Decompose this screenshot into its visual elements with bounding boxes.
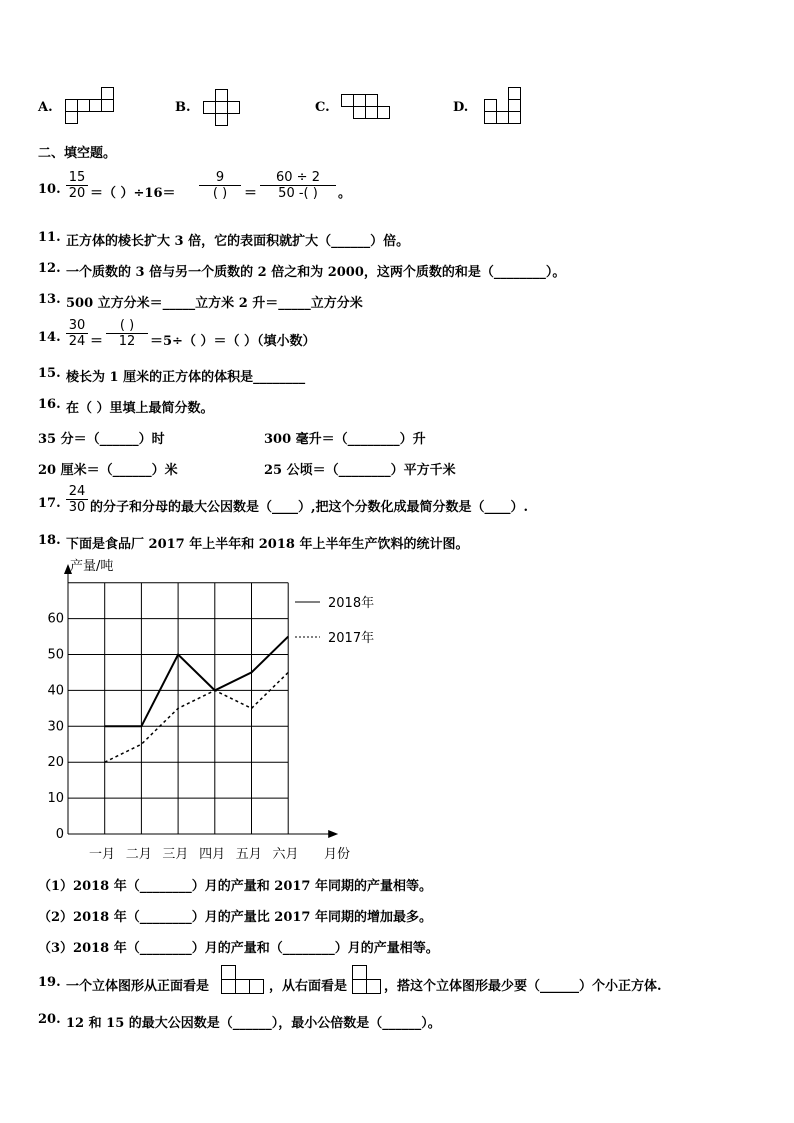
numerator: 9	[215, 170, 225, 185]
x-axis-arrow-icon	[328, 830, 338, 838]
data-point-2018年	[178, 654, 179, 655]
option-a-label: A.	[38, 100, 53, 115]
q13-number: 13.	[38, 292, 61, 307]
option-a-net-icon[interactable]	[65, 87, 117, 125]
option-d-label: D.	[453, 100, 469, 115]
data-point-2018年	[104, 726, 105, 727]
denominator: 24	[66, 333, 88, 349]
data-point-2017年	[288, 672, 289, 673]
x-tick-label: 五月	[235, 847, 262, 862]
numerator: 15	[68, 170, 86, 185]
q10-fraction-60div2[interactable]	[260, 170, 336, 201]
series-line-2017年	[105, 672, 289, 762]
q10-end: 。	[338, 186, 352, 201]
q12-text[interactable]: 一个质数的 3 倍与另一个质数的 2 倍之和为 2000，这两个质数的和是（________）。	[66, 265, 566, 280]
denominator: 50 -( )	[260, 185, 336, 201]
data-point-2017年	[104, 762, 105, 763]
front-view-icon	[221, 965, 267, 995]
x-tick-label: 三月	[162, 847, 189, 862]
data-point-2017年	[251, 708, 252, 709]
x-tick-label: 六月	[272, 847, 299, 862]
q10-number: 10.	[38, 182, 61, 197]
q10-equals: ＝	[244, 186, 258, 201]
q11-text[interactable]: 正方体的棱长扩大 3 倍，它的表面积就扩大（______）倍。	[66, 234, 410, 249]
q16-number: 16.	[38, 397, 61, 412]
production-line-chart	[30, 552, 410, 868]
q14-rest[interactable]: ＝5÷（ ）＝（ ）（填小数）	[150, 334, 316, 349]
q18-sub3[interactable]: （3）2018 年（________）月的产量和（________）月的产量相等。	[38, 941, 439, 956]
numerator: ( )	[119, 318, 135, 333]
right-view-icon	[352, 965, 384, 995]
section-title: 二、填空题。	[38, 146, 117, 161]
q15-number: 15.	[38, 366, 61, 381]
data-point-2017年	[214, 690, 215, 691]
numerator: 60 ÷ 2	[276, 170, 320, 185]
y-tick-label: 10	[47, 791, 64, 807]
chart-x-tick-labels	[89, 847, 299, 862]
legend-label-2018年: 2018年	[328, 596, 375, 611]
q20-number: 20.	[38, 1012, 61, 1027]
q19-text-3[interactable]: ，搭这个立体图形最少要（______）个小正方体.	[384, 979, 662, 994]
q18-sub2[interactable]: （2）2018 年（________）月的产量比 2017 年同期的增加最多。	[38, 910, 432, 925]
data-point-2017年	[141, 744, 142, 745]
option-d-net-icon[interactable]	[484, 87, 526, 127]
q18-text: 下面是食品厂 2017 年上半年和 2018 年上半年生产饮料的统计图。	[66, 537, 469, 552]
data-point-2018年	[251, 672, 252, 673]
q19-text-2: ，从右面看是	[269, 979, 348, 994]
q16-item-c[interactable]: 20 厘米＝（______）米	[38, 463, 178, 478]
q15-text[interactable]: 棱长为 1 厘米的正方体的体积是________	[66, 370, 306, 385]
q19-text-1: 一个立体图形从正面看是	[66, 979, 210, 994]
option-b-label: B.	[175, 100, 191, 115]
chart-legend	[295, 595, 374, 646]
q12-number: 12.	[38, 261, 61, 276]
q16-item-b[interactable]: 300 毫升＝（________）升	[264, 432, 426, 447]
chart-y-axis-label: 产量/吨	[70, 559, 114, 574]
series-line-2018年	[105, 637, 289, 727]
q18-sub1[interactable]: （1）2018 年（________）月的产量和 2017 年同期的产量相等。	[38, 879, 432, 894]
y-tick-label: 50	[47, 647, 64, 663]
legend-label-2017年: 2017年	[328, 631, 375, 646]
data-point-2017年	[178, 708, 179, 709]
data-point-2018年	[288, 636, 289, 637]
q20-text[interactable]: 12 和 15 的最大公因数是（______），最小公倍数是（______）。	[66, 1016, 441, 1031]
q17-text[interactable]: 的分子和分母的最大公因数是（____）,把这个分数化成最简分数是（____）.	[90, 500, 529, 515]
denominator: 20	[66, 185, 88, 201]
denominator: 12	[106, 333, 148, 349]
chart-x-axis-label: 月份	[324, 847, 351, 862]
y-tick-label: 0	[55, 827, 64, 842]
y-tick-label: 30	[47, 719, 64, 735]
q14-equals: ＝	[90, 334, 104, 349]
denominator: 30	[66, 499, 88, 515]
denominator: ( )	[199, 185, 241, 201]
q18-number: 18.	[38, 533, 61, 548]
numerator: 30	[68, 318, 86, 333]
option-b-net-icon[interactable]	[203, 89, 245, 129]
q17-number: 17.	[38, 496, 61, 511]
x-tick-label: 一月	[88, 847, 116, 862]
q10-fraction-9[interactable]	[199, 170, 241, 201]
q13-text[interactable]: 500 立方分米＝_____立方米 2 升＝_____立方分米	[66, 296, 363, 311]
option-c-label: C.	[315, 100, 330, 115]
y-tick-label: 20	[47, 755, 64, 771]
q16-text: 在（ ）里填上最简分数。	[66, 401, 214, 416]
q16-item-d[interactable]: 25 公顷＝（________）平方千米	[264, 463, 456, 478]
q14-number: 14.	[38, 330, 61, 345]
q10-equation-part1: ＝（ ）÷16＝	[90, 186, 176, 201]
q11-number: 11.	[38, 230, 61, 245]
q19-number: 19.	[38, 975, 61, 990]
chart-series	[104, 636, 289, 763]
y-tick-label: 60	[47, 611, 64, 627]
chart-y-tick-labels	[47, 612, 64, 842]
data-point-2018年	[141, 726, 142, 727]
numerator: 24	[68, 484, 86, 499]
q14-fraction-30-24	[66, 318, 88, 349]
x-tick-label: 四月	[199, 847, 226, 862]
q10-fraction-15-20	[66, 170, 88, 201]
q14-fraction-12[interactable]	[106, 318, 148, 349]
q16-item-a[interactable]: 35 分＝（______）时	[38, 432, 165, 447]
option-c-net-icon[interactable]	[341, 94, 393, 122]
y-tick-label: 40	[47, 683, 64, 699]
x-tick-label: 二月	[125, 847, 152, 862]
q17-fraction-24-30	[66, 484, 88, 515]
